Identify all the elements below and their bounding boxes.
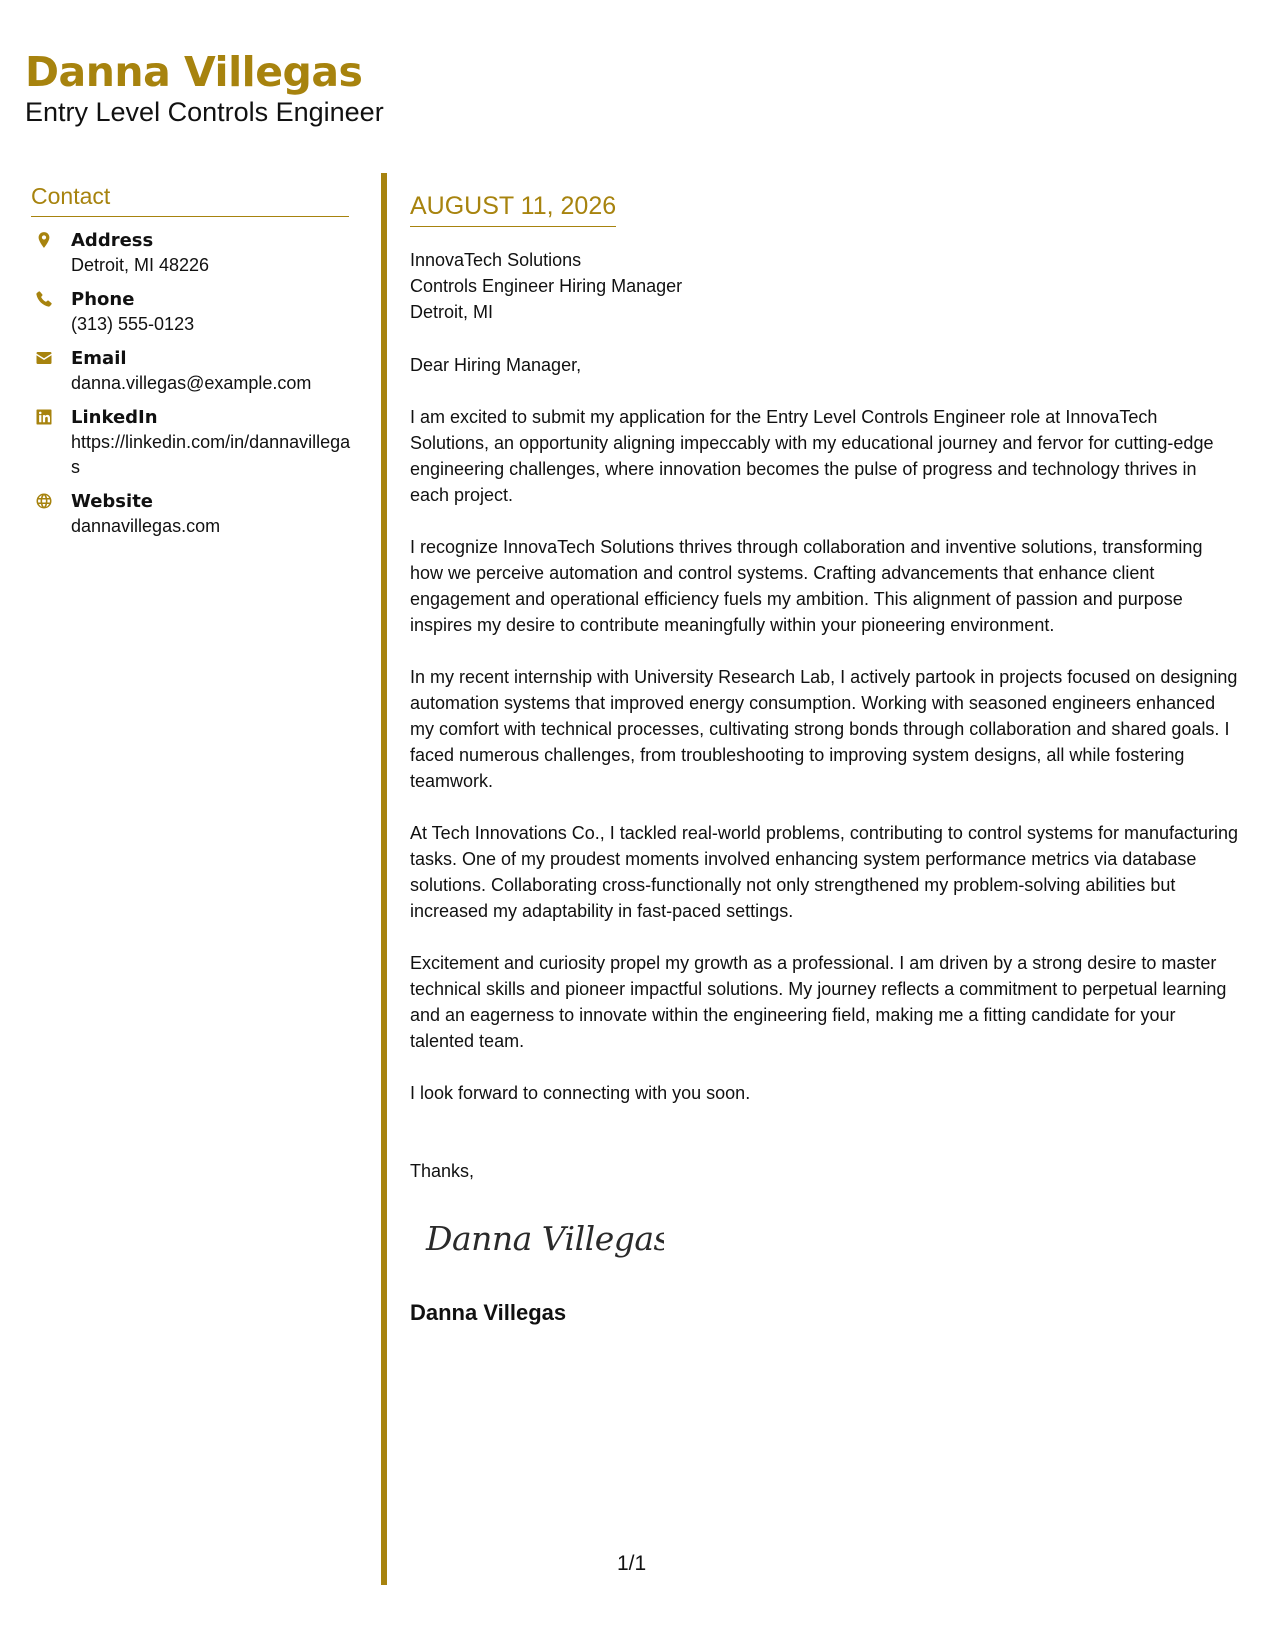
contact-item-linkedin <box>31 406 349 480</box>
signature-text: Danna Villegas <box>426 1219 664 1258</box>
applicant-name: Danna Villegas <box>25 48 363 96</box>
contact-item-email <box>31 347 349 396</box>
contact-item-address <box>31 229 349 278</box>
signer-name: Danna Villegas <box>410 1300 567 1325</box>
column-divider <box>381 173 387 1585</box>
linkedin-icon <box>35 408 53 426</box>
envelope-icon <box>35 349 53 367</box>
contact-heading: Contact <box>31 182 349 217</box>
phone-icon <box>35 290 53 308</box>
closing-line: I look forward to connecting with you soon. <box>410 1083 751 1103</box>
applicant-title: Entry Level Controls Engineer <box>25 97 384 127</box>
recipient-role: Controls Engineer Hiring Manager <box>410 276 683 296</box>
email-value[interactable]: danna.villegas@example.com <box>71 373 312 393</box>
phone-value: (313) 555-0123 <box>71 314 195 334</box>
letter-paragraph: I am excited to submit my application for the Entry Level Controls Engineer role at InnovaTech Solutions, an opportunity aligning impeccably with my educational journey and fervor for cutting-edge engineering challenges, where innovation becomes the pulse of progress and technology thrives in each project. <box>410 407 1214 505</box>
contact-item-phone <box>31 288 349 337</box>
map-pin-icon <box>35 231 53 249</box>
salutation: Dear Hiring Manager, <box>410 355 582 375</box>
letter-paragraph: I recognize InnovaTech Solutions thrives through collaboration and inventive solutions, transforming how we perceive automation and control systems. Crafting advancements that enhance client engagement and operational efficiency fuels my ambition. This alignment of passion and purpose inspires my desire to contribute meaningfully within your pioneering environment. <box>410 537 1203 635</box>
contact-label: Phone <box>71 289 135 310</box>
page-number: 1/1 <box>617 1552 647 1575</box>
recipient-company: InnovaTech Solutions <box>410 250 582 270</box>
recipient-location: Detroit, MI <box>410 302 494 322</box>
handwritten-signature <box>424 1210 664 1270</box>
contact-label: Address <box>71 230 154 251</box>
letter-paragraph: In my recent internship with University Research Lab, I actively partook in projects focused on designing automation systems that improved energy consumption. Working with seasoned engineers enhanced my comfort with technical processes, cultivating strong bonds through collaboration and shared goals. I faced numerous challenges, from troubleshooting to improving system designs, all while fostering teamwork. <box>410 667 1238 791</box>
signoff: Thanks, <box>410 1161 475 1181</box>
letter-header <box>25 48 384 128</box>
recipient-block <box>410 247 1240 325</box>
letter-paragraph: At Tech Innovations Co., I tackled real-world problems, contributing to control systems for manufacturing tasks. One of my proudest moments involved enhancing system performance metrics via database solutions. Collaborating cross-functionally not only strengthened my problem-solving abilities but increased my adaptability in fast-paced settings. <box>410 823 1239 921</box>
contact-label: LinkedIn <box>71 407 158 428</box>
letter-paragraph: Excitement and curiosity propel my growth as a professional. I am driven by a strong desire to master technical skills and pioneer impactful solutions. My journey reflects a commitment to perpetual learning and an eagerness to innovate within the engineering field, making me a fitting candidate for your talented team. <box>410 953 1227 1051</box>
website-value[interactable]: dannavillegas.com <box>71 516 221 536</box>
contact-item-website <box>31 490 349 539</box>
contact-label: Email <box>71 348 127 369</box>
globe-icon <box>35 492 53 510</box>
address-value: Detroit, MI 48226 <box>71 255 210 275</box>
linkedin-value[interactable]: https://linkedin.com/in/dannavillegas <box>71 432 351 477</box>
letter-date: AUGUST 11, 2026 <box>410 190 616 227</box>
letter-body <box>410 190 1240 1327</box>
contact-label: Website <box>71 491 154 512</box>
contact-sidebar <box>31 182 349 549</box>
